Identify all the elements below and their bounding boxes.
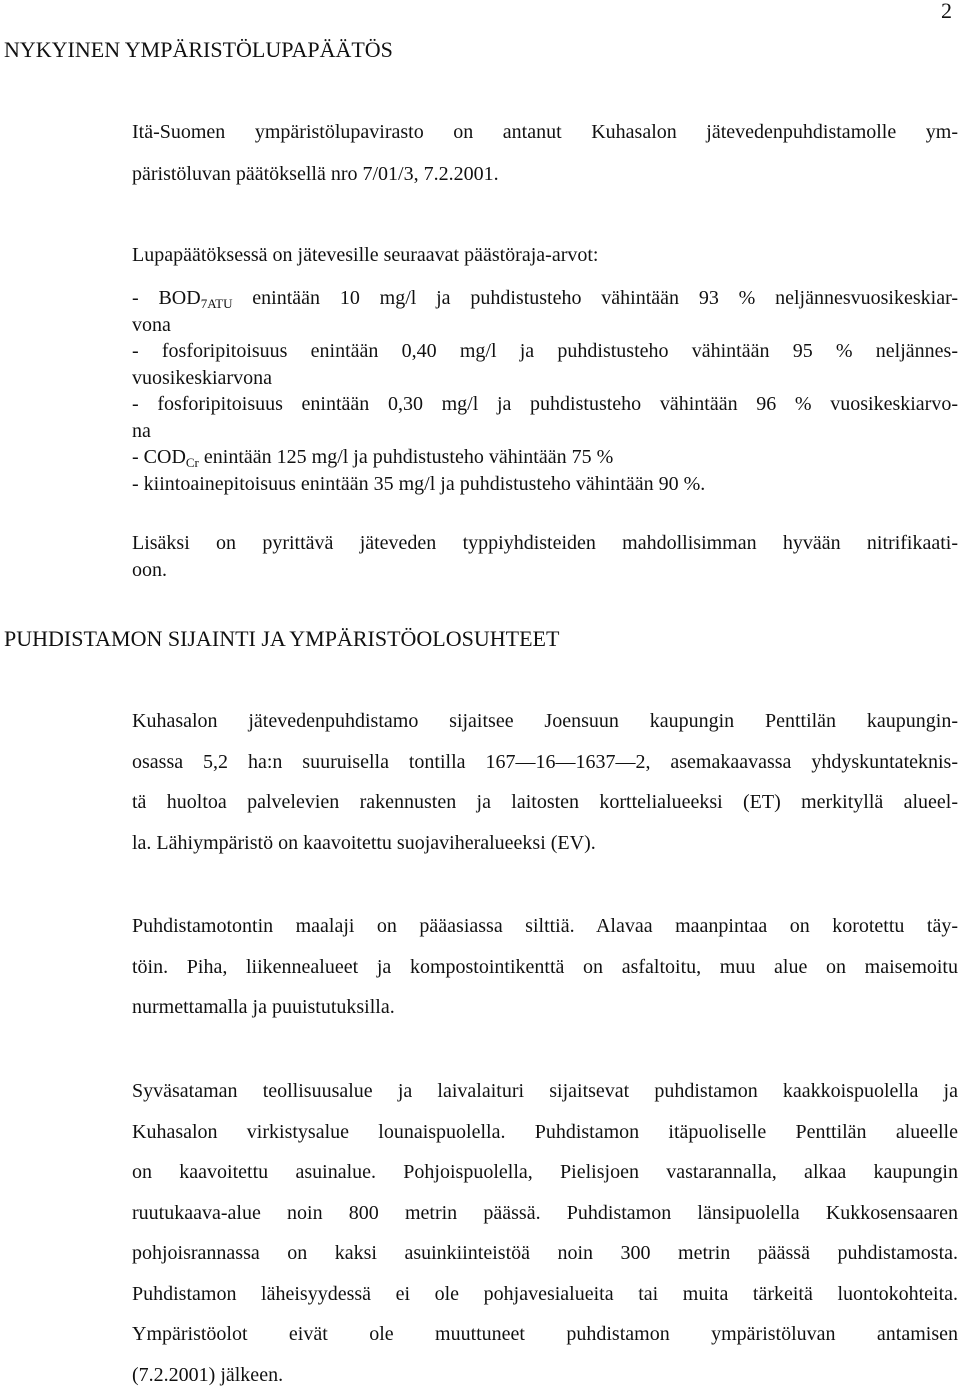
location-p3-line-1: Syväsataman teollisuusalue ja laivalaituri sijaitsevat puhdistamon kaakkoispuolella ja: [132, 1071, 958, 1112]
location-p1-line-2: osassa 5,2 ha:n suuruisella tontilla 167—16—1637—2, asemakaavassa yhdyskuntateknis-: [132, 742, 958, 783]
limit-phosphorus-quarterly-continuation: vuosikeskiarvona: [132, 365, 958, 392]
limit-cod: [132, 444, 958, 471]
limits-list: [132, 285, 958, 497]
section-heading-location: PUHDISTAMON SIJAINTI JA YMPÄRISTÖOLOSUHTEET: [4, 625, 559, 653]
location-p2-line-3: nurmettamalla ja puuistutuksilla.: [132, 987, 958, 1028]
limits-intro: Lupapäätöksessä on jätevesille seuraavat päästöraja-arvot:: [132, 242, 958, 268]
limit-phosphorus-quarterly: - fosforipitoisuus enintään 0,40 mg/l ja puhdistusteho vähintään 95 % neljännes-: [132, 338, 958, 365]
location-p1-line-4: la. Lähiympäristö on kaavoitettu suojaviheralueeksi (EV).: [132, 823, 958, 864]
nitrification-line-2: oon.: [132, 557, 958, 584]
location-p1-line-3: tä huoltoa palvelevien rakennusten ja laitosten korttelialueeksi (ET) merkityllä alueel-: [132, 782, 958, 823]
location-p2-line-2: töin. Piha, liikennealueet ja kompostointikenttä on asfaltoitu, muu alue on maisemoitu: [132, 947, 958, 988]
limit-phosphorus-annual: - fosforipitoisuus enintään 0,30 mg/l ja puhdistusteho vähintään 96 % vuosikeskiarvo-: [132, 391, 958, 418]
limit-cod-text: enintään 125 mg/l ja puhdistusteho vähintään 75 %: [199, 446, 613, 468]
location-p3-line-7: Ympäristöolot eivät ole muuttuneet puhdistamon ympäristöluvan antamisen: [132, 1314, 958, 1355]
limit-bod-subscript: 7ATU: [201, 296, 233, 311]
location-p1-line-1: Kuhasalon jätevedenpuhdistamo sijaitsee Joensuun kaupungin Penttilän kaupungin-: [132, 701, 958, 742]
location-paragraph-3: [132, 1071, 958, 1395]
page-number: 2: [941, 0, 952, 22]
nitrification-line-1: Lisäksi on pyrittävä jäteveden typpiyhdisteiden mahdollisimman hyvään nitrifikaati-: [132, 530, 958, 557]
intro-line-2: päristöluvan päätöksellä nro 7/01/3, 7.2.2001.: [132, 153, 958, 195]
limit-cod-prefix: - COD: [132, 446, 186, 468]
limit-solids: - kiintoainepitoisuus enintään 35 mg/l ja puhdistusteho vähintään 90 %.: [132, 471, 958, 498]
nitrification-paragraph: [132, 530, 958, 583]
section-heading-current-permit: NYKYINEN YMPÄRISTÖLUPAPÄÄTÖS: [4, 36, 393, 64]
location-p3-line-5: pohjoisrannassa on kaksi asuinkiinteistöä noin 300 metrin päässä puhdistamosta.: [132, 1233, 958, 1274]
intro-paragraph: [132, 111, 958, 195]
limit-bod: [132, 285, 958, 312]
limit-bod-text: enintään 10 mg/l ja puhdistusteho vähintään 93 % neljännesvuosikeskiar-: [232, 287, 958, 309]
limit-cod-subscript: Cr: [186, 455, 199, 470]
location-paragraph-2: [132, 906, 958, 1028]
location-p3-line-6: Puhdistamon läheisyydessä ei ole pohjavesialueita tai muita tärkeitä luontokohteita.: [132, 1274, 958, 1315]
location-p2-line-1: Puhdistamotontin maalaji on pääasiassa silttiä. Alavaa maanpintaa on korotettu täy-: [132, 906, 958, 947]
limit-phosphorus-annual-continuation: na: [132, 418, 958, 445]
location-p3-line-4: ruutukaava-alue noin 800 metrin päässä. Puhdistamon länsipuolella Kukkosensaaren: [132, 1193, 958, 1234]
limit-bod-prefix: - BOD: [132, 287, 201, 309]
limit-bod-continuation: vona: [132, 312, 958, 339]
intro-line-1: Itä-Suomen ympäristölupavirasto on antanut Kuhasalon jätevedenpuhdistamolle ym-: [132, 111, 958, 153]
location-p3-line-8: (7.2.2001) jälkeen.: [132, 1355, 958, 1395]
location-paragraph-1: [132, 701, 958, 863]
location-p3-line-2: Kuhasalon virkistysalue lounaispuolella. Puhdistamon itäpuoliselle Penttilän alueelle: [132, 1112, 958, 1153]
location-p3-line-3: on kaavoitettu asuinalue. Pohjoispuolella, Pielisjoen vastarannalla, alkaa kaupungin: [132, 1152, 958, 1193]
